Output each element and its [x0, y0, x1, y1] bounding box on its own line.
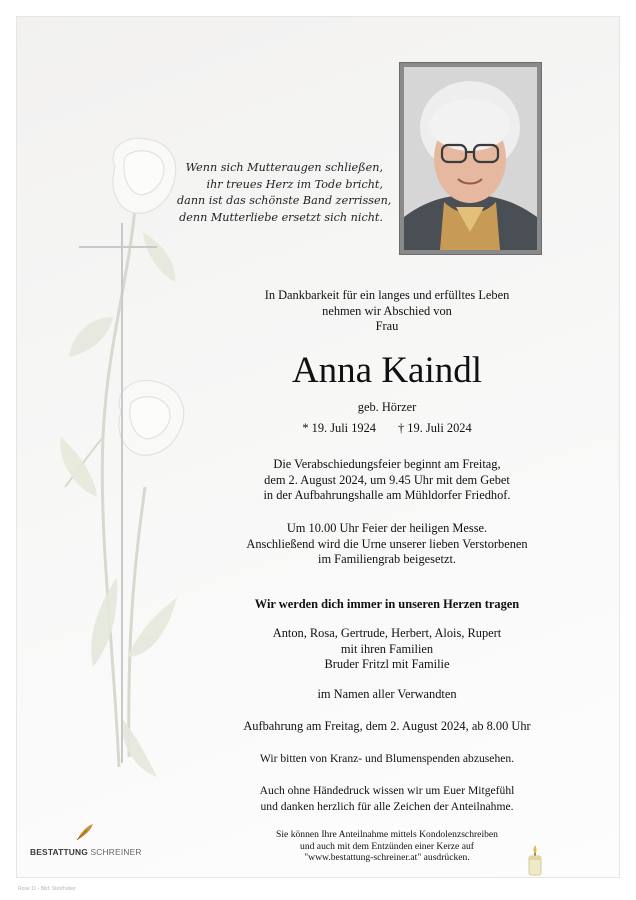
cross-icon-bar: [79, 246, 157, 248]
candle-icon: [527, 843, 543, 877]
logo-brand-light: SCHREINER: [90, 847, 142, 857]
deceased-name: Anna Kaindl: [291, 350, 483, 391]
intro-line: nehmen wir Abschied von: [322, 303, 452, 318]
flowers-note: Wir bitten von Kranz- und Blumenspenden abzusehen.: [259, 752, 515, 765]
laying-out-info: Aufbahrung am Freitag, dem 2. August 2024, ab 8.00 Uhr: [243, 719, 531, 733]
condolence-line: "www.bestattung-schreiner.at" ausdrücken.: [304, 852, 470, 863]
farewell-line: dem 2. August 2024, um 9.45 Uhr mit dem Gebet: [264, 472, 510, 487]
feather-logo-icon: [73, 822, 97, 842]
thanks-text: [177, 783, 597, 814]
farewell-line: Die Verabschiedungsfeier beginnt am Freitag,: [273, 457, 501, 471]
poem-line: ihr treues Herz im Tode bricht,: [206, 177, 383, 191]
funeral-home-logo: [30, 822, 140, 857]
poem-line: Wenn sich Mutteraugen schließen,: [185, 161, 383, 174]
family-line: mit ihren Familien: [340, 641, 434, 656]
condolence-line: und auch mit dem Entzünden einer Kerze auf: [300, 840, 474, 852]
relatives-line: im Namen aller Verwandten: [317, 687, 457, 701]
farewell-line: in der Aufbahrungshalle am Mühldorfer Friedhof.: [263, 488, 511, 502]
intro-line: Frau: [375, 319, 399, 333]
death-date: † 19. Juli 2024: [398, 421, 472, 435]
portrait-illustration: [404, 67, 537, 250]
motto: Wir werden dich immer in unseren Herzen tragen: [254, 597, 520, 611]
maiden-name: geb. Hörzer: [357, 400, 417, 414]
mass-info: [177, 521, 597, 568]
birth-date: * 19. Juli 1924: [302, 421, 376, 435]
thanks-line: und danken herzlich für alle Zeichen der Anteilnahme.: [260, 799, 514, 813]
poem-line: dann ist das schönste Band zerrissen,: [177, 194, 392, 207]
logo-text: [30, 847, 140, 857]
family-line: Anton, Rosa, Gertrude, Herbert, Alois, Rupert: [272, 626, 502, 640]
family-names: [177, 626, 597, 673]
obituary-page: [16, 16, 620, 878]
family-line: Bruder Fritzl mit Familie: [324, 657, 450, 671]
logo-brand-bold: BESTATTUNG: [30, 847, 88, 857]
image-credit: Rose 11 - Bild: Stelzhuber: [18, 886, 76, 892]
thanks-line: Auch ohne Händedruck wissen wir um Euer Mitgefühl: [259, 784, 515, 797]
poem-line: denn Mutterliebe ersetzt sich nicht.: [179, 210, 383, 224]
intro-text: [177, 288, 597, 335]
life-dates: [177, 421, 597, 437]
portrait-frame: [399, 62, 542, 255]
farewell-ceremony: [177, 457, 597, 504]
intro-line: In Dankbarkeit für ein langes und erfülltes Leben: [264, 288, 510, 302]
mass-line: im Familiengrab beigesetzt.: [318, 552, 456, 566]
condolence-line: Sie können Ihre Anteilnahme mittels Kondolenzschreiben: [276, 829, 498, 840]
mass-line: Um 10.00 Uhr Feier der heiligen Messe.: [286, 521, 488, 535]
cross-icon: [121, 223, 123, 763]
poem: [177, 160, 392, 226]
portrait-photo: [404, 67, 537, 250]
mass-line: Anschließend wird die Urne unserer lieben Verstorbenen: [246, 536, 528, 551]
